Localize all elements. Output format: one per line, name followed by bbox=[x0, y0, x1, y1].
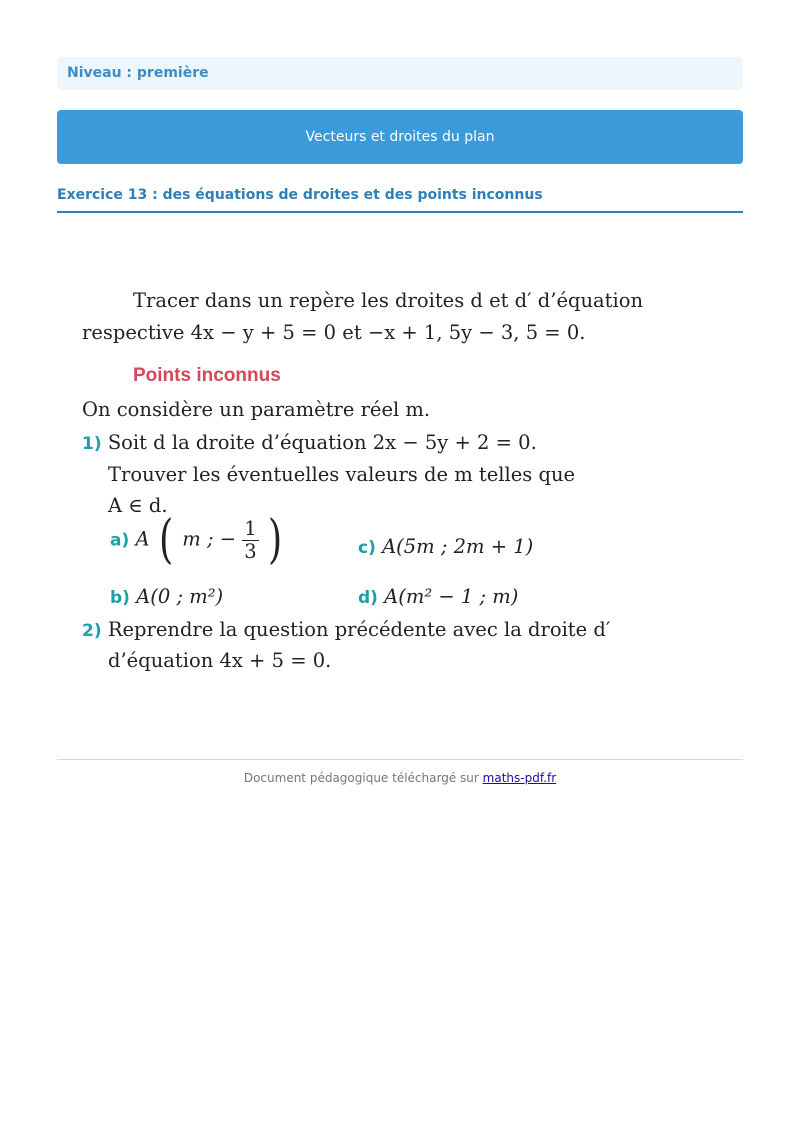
item-a bbox=[110, 510, 285, 570]
intro-line-1: Tracer dans un repère les droites d et d′ d’équation bbox=[133, 289, 644, 312]
footer-text: Document pédagogique téléchargé sur bbox=[243, 771, 479, 785]
section-title: Points inconnus bbox=[133, 365, 281, 386]
question-1-line-3: A ∈ d. bbox=[108, 494, 168, 517]
chapter-title: Vecteurs et droites du plan bbox=[305, 129, 495, 145]
item-d-label: d) bbox=[358, 588, 378, 608]
question-1-line-2: Trouver les éventuelles valeurs de m telles que bbox=[108, 463, 576, 486]
parameter-line: On considère un paramètre réel m. bbox=[82, 398, 431, 421]
item-b-expr: A(0 ; m²) bbox=[136, 585, 224, 608]
level-label: Niveau : première bbox=[67, 65, 209, 81]
item-a-fraction bbox=[242, 518, 258, 563]
question-1-number: 1) bbox=[82, 434, 102, 454]
question-2-line-1 bbox=[82, 618, 610, 641]
item-a-label: a) bbox=[110, 530, 130, 551]
question-2-number: 2) bbox=[82, 621, 102, 641]
item-c bbox=[358, 535, 533, 558]
chapter-banner bbox=[57, 110, 743, 164]
item-b bbox=[110, 585, 223, 608]
question-1-text: Soit d la droite d’équation 2x − 5y + 2 = 0. bbox=[107, 431, 537, 454]
level-banner bbox=[57, 57, 743, 90]
item-a-numerator: 1 bbox=[244, 516, 257, 540]
item-c-expr: A(5m ; 2m + 1) bbox=[382, 535, 534, 558]
exercise-title-text: Exercice 13 : des équations de droites et des points inconnus bbox=[57, 187, 543, 203]
intro-line-2: respective 4x − y + 5 = 0 et −x + 1, 5y − 3, 5 = 0. bbox=[82, 321, 586, 344]
item-a-point: A bbox=[135, 527, 150, 551]
item-a-open-paren: ( bbox=[158, 510, 174, 570]
item-c-label: c) bbox=[358, 538, 376, 558]
item-b-label: b) bbox=[110, 588, 130, 608]
item-a-denominator: 3 bbox=[244, 539, 257, 563]
item-d-expr: A(m² − 1 ; m) bbox=[384, 585, 519, 608]
footer-divider bbox=[57, 759, 743, 760]
footer bbox=[0, 771, 800, 785]
question-2-line-2: d’équation 4x + 5 = 0. bbox=[108, 649, 332, 672]
item-a-close-paren: ) bbox=[267, 510, 283, 570]
question-2-text: Reprendre la question précédente avec la droite d′ bbox=[107, 618, 611, 641]
item-d bbox=[358, 585, 518, 608]
footer-link[interactable]: maths-pdf.fr bbox=[482, 771, 557, 785]
exercise-title bbox=[57, 185, 743, 213]
question-1-line-1 bbox=[82, 431, 537, 454]
item-a-inner: m ; − bbox=[182, 527, 237, 551]
